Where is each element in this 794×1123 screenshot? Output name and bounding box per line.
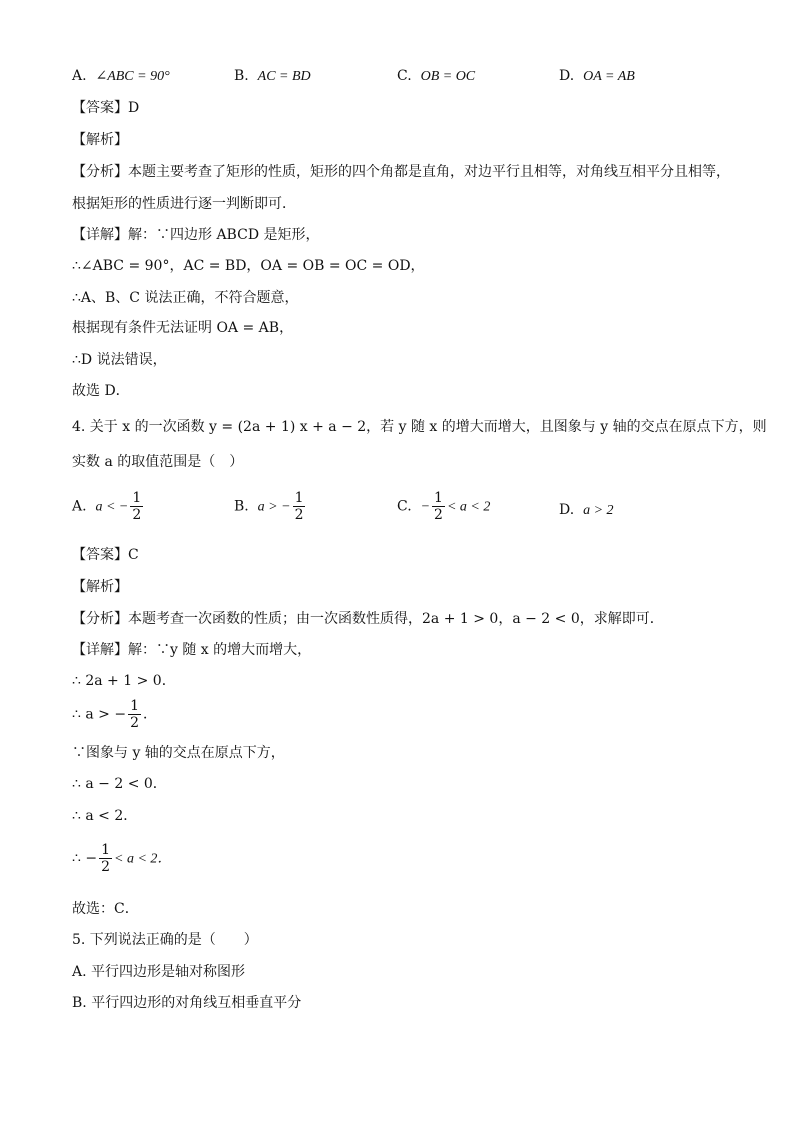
q4-detail-6: ∴ a < 2．	[72, 808, 138, 824]
q3-choice: 故选 D．	[72, 383, 130, 399]
q4-option-a: A. a < − $\frac{1}{2}$	[72, 490, 142, 523]
q3-detail-2: ∴∠ABC = 90°，AC = BD，OA = OB = OC = OD，	[72, 258, 425, 274]
q4-jiexi-heading: 【解析】	[72, 579, 128, 595]
q3-option-c: C. OB = OC	[397, 68, 476, 84]
q3-answer: 【答案】D	[72, 100, 140, 116]
q3-analysis: 【分析】本题主要考查了矩形的性质，矩形的四个角都是直角，对边平行且相等，对角线互相平分且相等，	[72, 164, 730, 180]
q3-detail-4: 根据现有条件无法证明 OA = AB，	[72, 320, 294, 336]
q4-option-b: B. a > − $\frac{1}{2}$	[234, 490, 304, 523]
q3-detail-3: ∴A、B、C 说法正确，不符合题意，	[72, 290, 299, 306]
q4-analysis: 【分析】本题考查一次函数的性质；由一次函数性质得，2a + 1 > 0，a − 2 < 0，求解即可．	[72, 611, 664, 627]
q4-stem: 4. 关于 x 的一次函数 y = (2a + 1) x + a − 2，若 y 随 x 的增大而增大，且图象与 y 轴的交点在原点下方，则	[72, 419, 767, 435]
q4-detail-2: ∴ 2a + 1 > 0．	[72, 673, 176, 689]
q3-option-a: A. ∠ABC = 90°	[72, 68, 170, 84]
q3-detail-1: 【详解】解：∵四边形 ABCD 是矩形，	[72, 227, 320, 243]
q4-detail-3: ∴ a > − $\frac{1}{2}$ ．	[72, 698, 157, 731]
q5-option-a: A. 平行四边形是轴对称图形	[72, 964, 246, 980]
q3-jiexi-heading: 【解析】	[72, 132, 128, 148]
q3-option-d: D. OA = AB	[559, 68, 635, 84]
q3-detail-5: ∴D 说法错误，	[72, 352, 167, 368]
q4-detail-5: ∴ a − 2 < 0．	[72, 776, 167, 792]
q3-analysis-cont: 根据矩形的性质进行逐一判断即可．	[72, 196, 296, 212]
q5-option-b: B. 平行四边形的对角线互相垂直平分	[72, 995, 302, 1011]
q4-stem-cont: 实数 a 的取值范围是（ ）	[72, 454, 244, 470]
q5-stem: 5. 下列说法正确的是（ ）	[72, 932, 258, 948]
q4-option-c: C. − $\frac{1}{2}$ < a < 2	[397, 490, 491, 523]
q4-choice: 故选：C．	[72, 901, 139, 917]
q4-detail-1: 【详解】解：∵y 随 x 的增大而增大，	[72, 642, 312, 658]
q4-answer: 【答案】C	[72, 547, 139, 563]
q4-detail-7: ∴ − $\frac{1}{2}$ < a < 2．	[72, 842, 172, 875]
q4-option-d: D. a > 2	[559, 502, 614, 518]
q3-option-b: B. AC = BD	[234, 68, 311, 84]
q4-detail-4: ∵图象与 y 轴的交点在原点下方，	[72, 745, 285, 761]
